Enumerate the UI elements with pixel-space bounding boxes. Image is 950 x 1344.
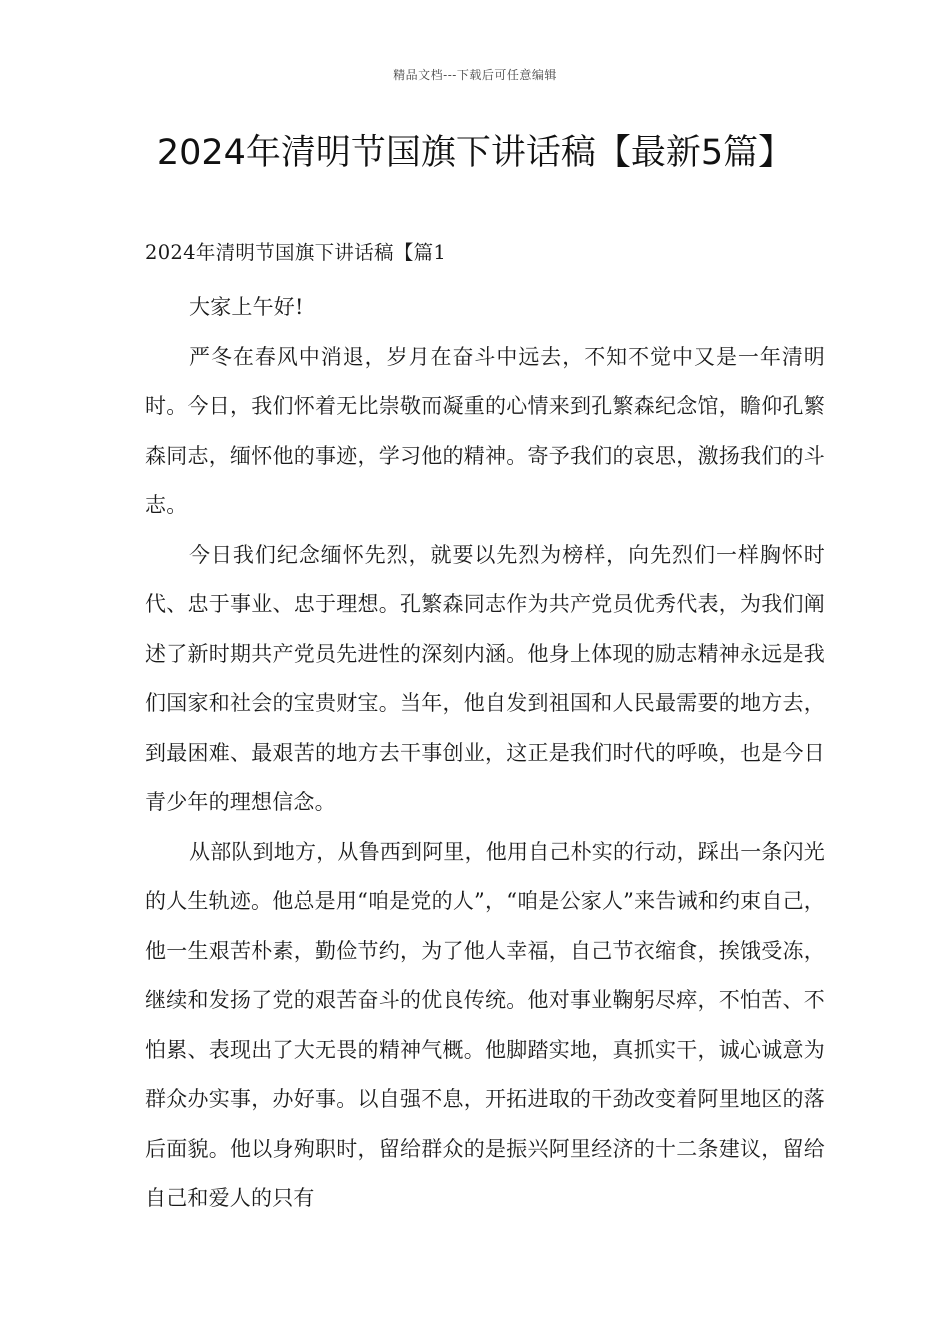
paragraph-3: 从部队到地方，从鲁西到阿里，他用自己朴实的行动，踩出一条闪光的人生轨迹。他总是用“咱是党的人”，“咱是公家人”来告诫和约束自己，他一生艰苦朴素，勤俭节约，为了他人幸福，自己节衣缩食，挨饿受冻，继续和发扬了党的艰苦奋斗的优良传统。他对事业鞠躬尽瘁，不怕苦、不怕累、表现出了大无畏的精神气概。他脚踏实地，真抓实干，诚心诚意为群众办实事，办好事。以自强不息，开拓进取的干劲改变着阿里地区的落后面貌。他以身殉职时，留给群众的是振兴阿里经济的十二条建议，留给自己和爱人的只有 bbox=[145, 839, 825, 1210]
header-note: 精品文档---下载后可任意编辑 bbox=[393, 68, 557, 82]
paragraph-greeting: 大家上午好! bbox=[189, 295, 304, 319]
document-body bbox=[145, 234, 825, 1224]
paragraph-2: 今日我们纪念缅怀先烈，就要以先烈为榜样，向先烈们一样胸怀时代、忠于事业、忠于理想。孔繁森同志作为共产党员优秀代表，为我们阐述了新时期共产党员先进性的深刻内涵。他身上体现的励志精神永远是我们国家和社会的宝贵财宝。当年，他自发到祖国和人民最需要的地方去，到最困难、最艰苦的地方去干事创业，这正是我们时代的呼唤，也是今日青少年的理想信念。 bbox=[145, 542, 825, 814]
section-subtitle: 2024年清明节国旗下讲话稿【篇1 bbox=[145, 241, 447, 264]
document-title: 2024年清明节国旗下讲话稿【最新5篇】 bbox=[156, 133, 794, 173]
paragraph-1: 严冬在春风中消退，岁月在奋斗中远去，不知不觉中又是一年清明时。今日，我们怀着无比崇敬而凝重的心情来到孔繁森纪念馆，瞻仰孔繁森同志，缅怀他的事迹，学习他的精神。寄予我们的哀思，激扬我们的斗志。 bbox=[145, 344, 825, 517]
